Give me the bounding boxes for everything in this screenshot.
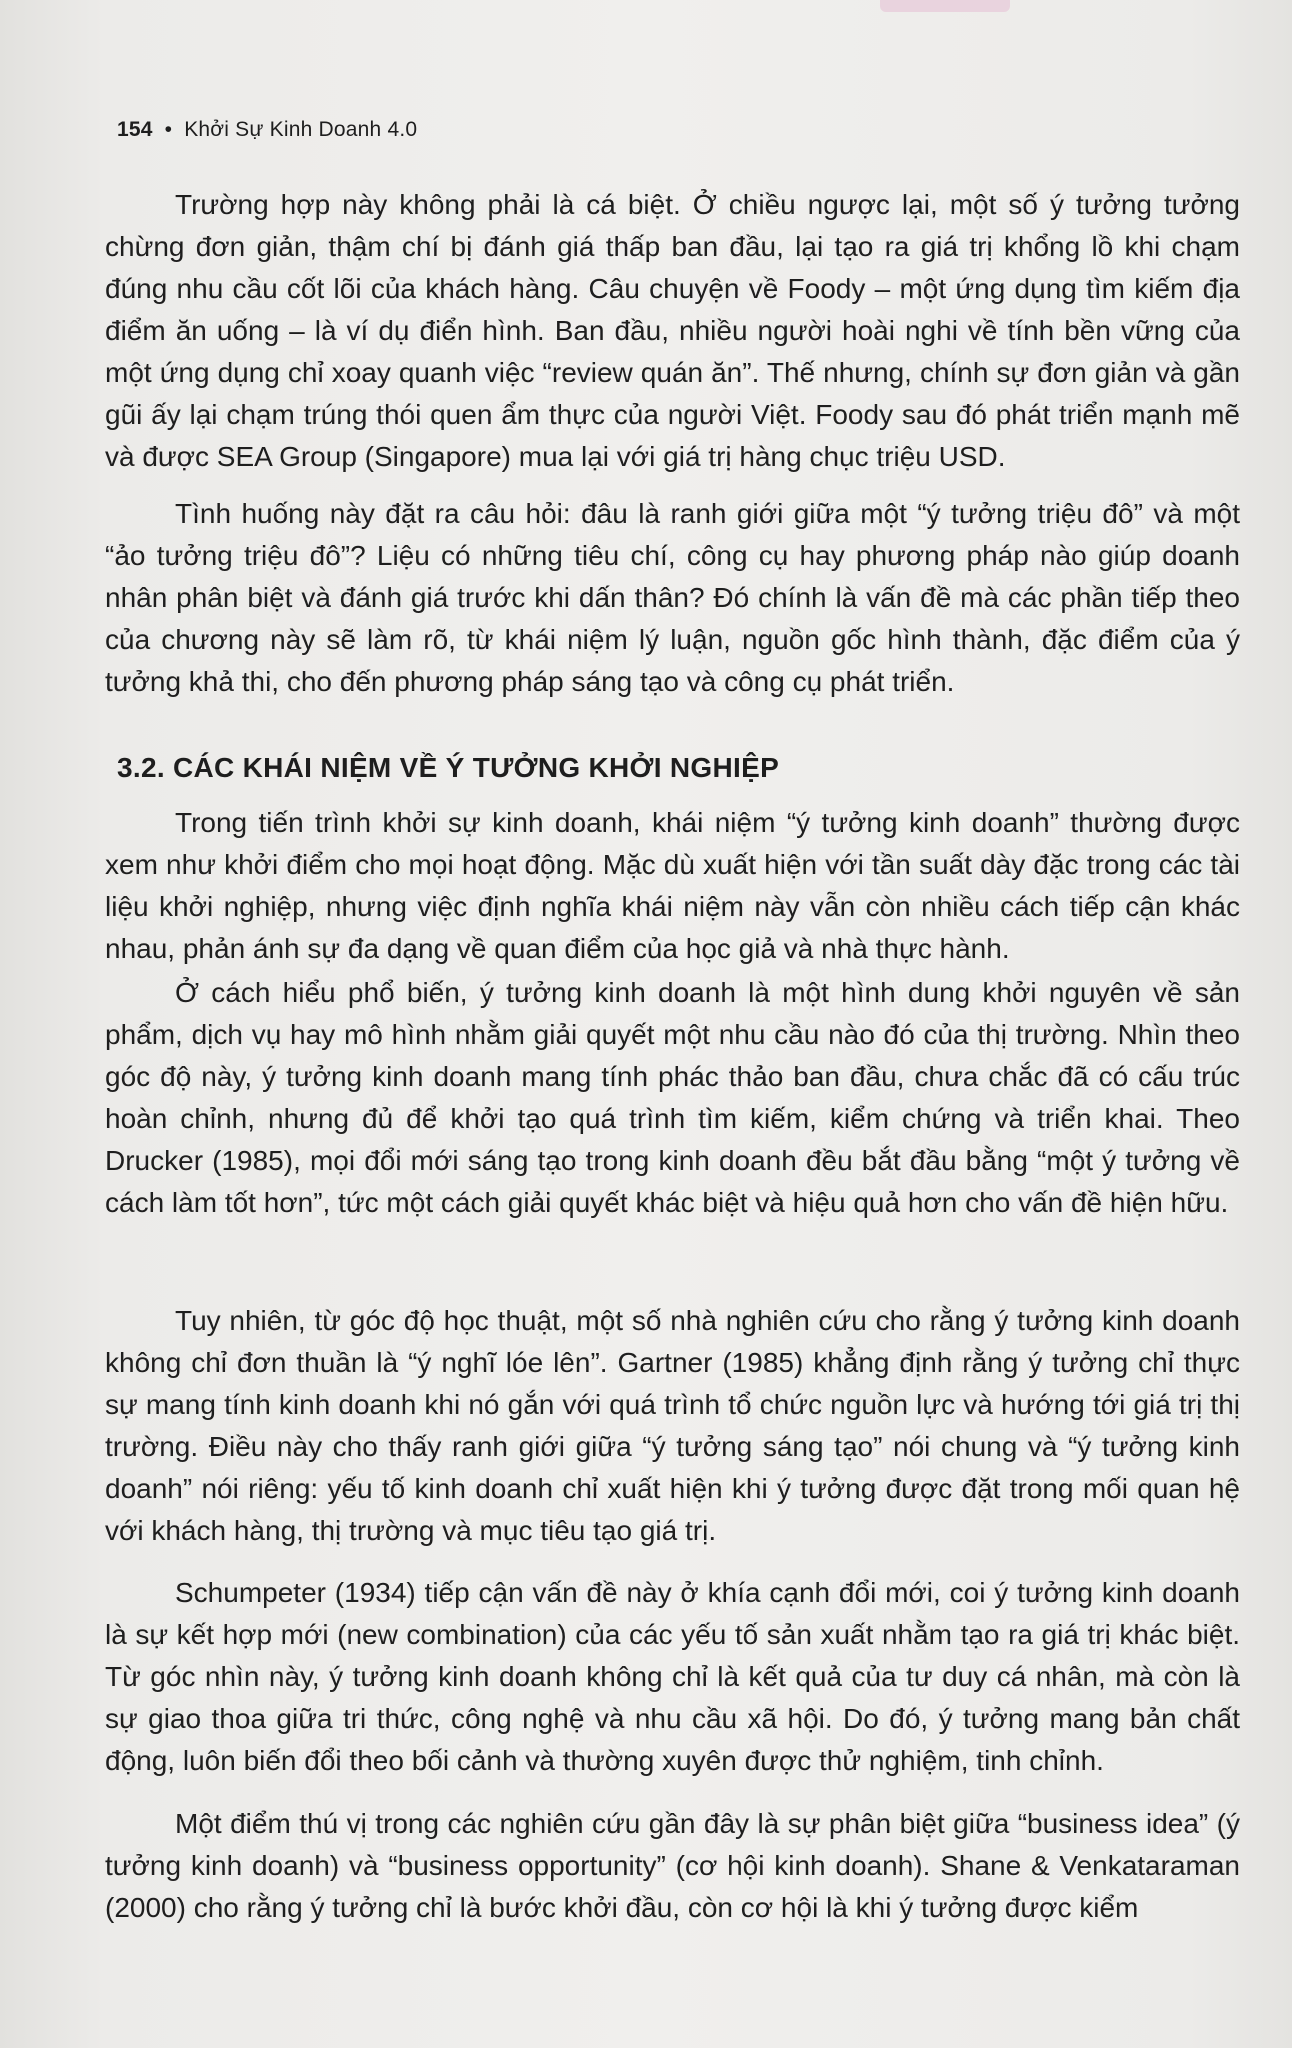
paragraph-idea-vs-opportunity: Một điểm thú vị trong các nghiên cứu gần đây là sự phân biệt giữa “business idea” (ý tưởng kinh doanh) và “business opportunity” (cơ hội kinh doanh). Shane & Venkataraman (2000) cho rằng ý tưởng chỉ là bước khởi đầu, còn cơ hội là khi ý tưởng được kiểm bbox=[105, 1808, 1240, 1923]
book-title: Khởi Sự Kinh Doanh 4.0 bbox=[184, 118, 418, 141]
paragraph-common-understanding: Ở cách hiểu phổ biến, ý tưởng kinh doanh là một hình dung khởi nguyên về sản phẩm, dịch vụ hay mô hình nhằm giải quyết một nhu cầu nào đó của thị trường. Nhìn theo góc độ này, ý tưởng kinh doanh mang tính phác thảo ban đầu, chưa chắc đã có cấu trúc hoàn chỉnh, nhưng đủ để khởi tạo quá trình tìm kiếm, kiểm chứng và triển khai. Theo Drucker (1985), mọi đổi mới sáng tạo trong kinh doanh đều bắt đầu bằng “một ý tưởng về cách làm tốt hơn”, tức một cách giải quyết khác biệt và hiệu quả hơn cho vấn đề hiện hữu. bbox=[105, 977, 1240, 1218]
section-heading: 3.2. CÁC KHÁI NIỆM VỀ Ý TƯỞNG KHỞI NGHIỆP bbox=[117, 752, 780, 783]
running-header bbox=[117, 118, 417, 142]
page-tab-marker bbox=[880, 0, 1010, 12]
paragraph-idea-concept: Trong tiến trình khởi sự kinh doanh, khái niệm “ý tưởng kinh doanh” thường được xem như khởi điểm cho mọi hoạt động. Mặc dù xuất hiện với tần suất dày đặc trong các tài liệu khởi nghiệp, nhưng việc định nghĩa khái niệm này vẫn còn nhiều cách tiếp cận khác nhau, phản ánh sự đa dạng về quan điểm của học giả và nhà thực hành. bbox=[105, 807, 1240, 964]
paragraph-schumpeter: Schumpeter (1934) tiếp cận vấn đề này ở khía cạnh đổi mới, coi ý tưởng kinh doanh là sự kết hợp mới (new combination) của các yếu tố sản xuất nhằm tạo ra giá trị khác biệt. Từ góc nhìn này, ý tưởng kinh doanh không chỉ là kết quả của tư duy cá nhân, mà còn là sự giao thoa giữa tri thức, công nghệ và nhu cầu xã hội. Do đó, ý tưởng mang bản chất động, luôn biến đổi theo bối cảnh và thường xuyên được thử nghiệm, tinh chỉnh. bbox=[105, 1577, 1240, 1776]
paragraph-million-dollar-question: Tình huống này đặt ra câu hỏi: đâu là ranh giới giữa một “ý tưởng triệu đô” và một “ảo tưởng triệu đô”? Liệu có những tiêu chí, công cụ hay phương pháp nào giúp doanh nhân phân biệt và đánh giá trước khi dấn thân? Đó chính là vấn đề mà các phần tiếp theo của chương này sẽ làm rõ, từ khái niệm lý luận, nguồn gốc hình thành, đặc điểm của ý tưởng khả thi, cho đến phương pháp sáng tạo và công cụ phát triển. bbox=[105, 498, 1240, 697]
header-separator: • bbox=[164, 118, 173, 141]
paragraph-academic-view: Tuy nhiên, từ góc độ học thuật, một số nhà nghiên cứu cho rằng ý tưởng kinh doanh không chỉ đơn thuần là “ý nghĩ lóe lên”. Gartner (1985) khẳng định rằng ý tưởng chỉ thực sự mang tính kinh doanh khi nó gắn với quá trình tổ chức nguồn lực và hướng tới giá trị thị trường. Điều này cho thấy ranh giới giữa “ý tưởng sáng tạo” nói chung và “ý tưởng kinh doanh” nói riêng: yếu tố kinh doanh chỉ xuất hiện khi ý tưởng được đặt trong mối quan hệ với khách hàng, thị trường và mục tiêu tạo giá trị. bbox=[105, 1305, 1240, 1546]
page-number: 154 bbox=[117, 118, 153, 141]
paragraph-foody-case: Trường hợp này không phải là cá biệt. Ở chiều ngược lại, một số ý tưởng tưởng chừng đơn giản, thậm chí bị đánh giá thấp ban đầu, lại tạo ra giá trị khổng lồ khi chạm đúng nhu cầu cốt lõi của khách hàng. Câu chuyện về Foody – một ứng dụng tìm kiếm địa điểm ăn uống – là ví dụ điển hình. Ban đầu, nhiều người hoài nghi về tính bền vững của một ứng dụng chỉ xoay quanh việc “review quán ăn”. Thế nhưng, chính sự đơn giản và gần gũi ấy lại chạm trúng thói quen ẩm thực của người Việt. Foody sau đó phát triển mạnh mẽ và được SEA Group (Singapore) mua lại với giá trị hàng chục triệu USD. bbox=[105, 189, 1240, 472]
